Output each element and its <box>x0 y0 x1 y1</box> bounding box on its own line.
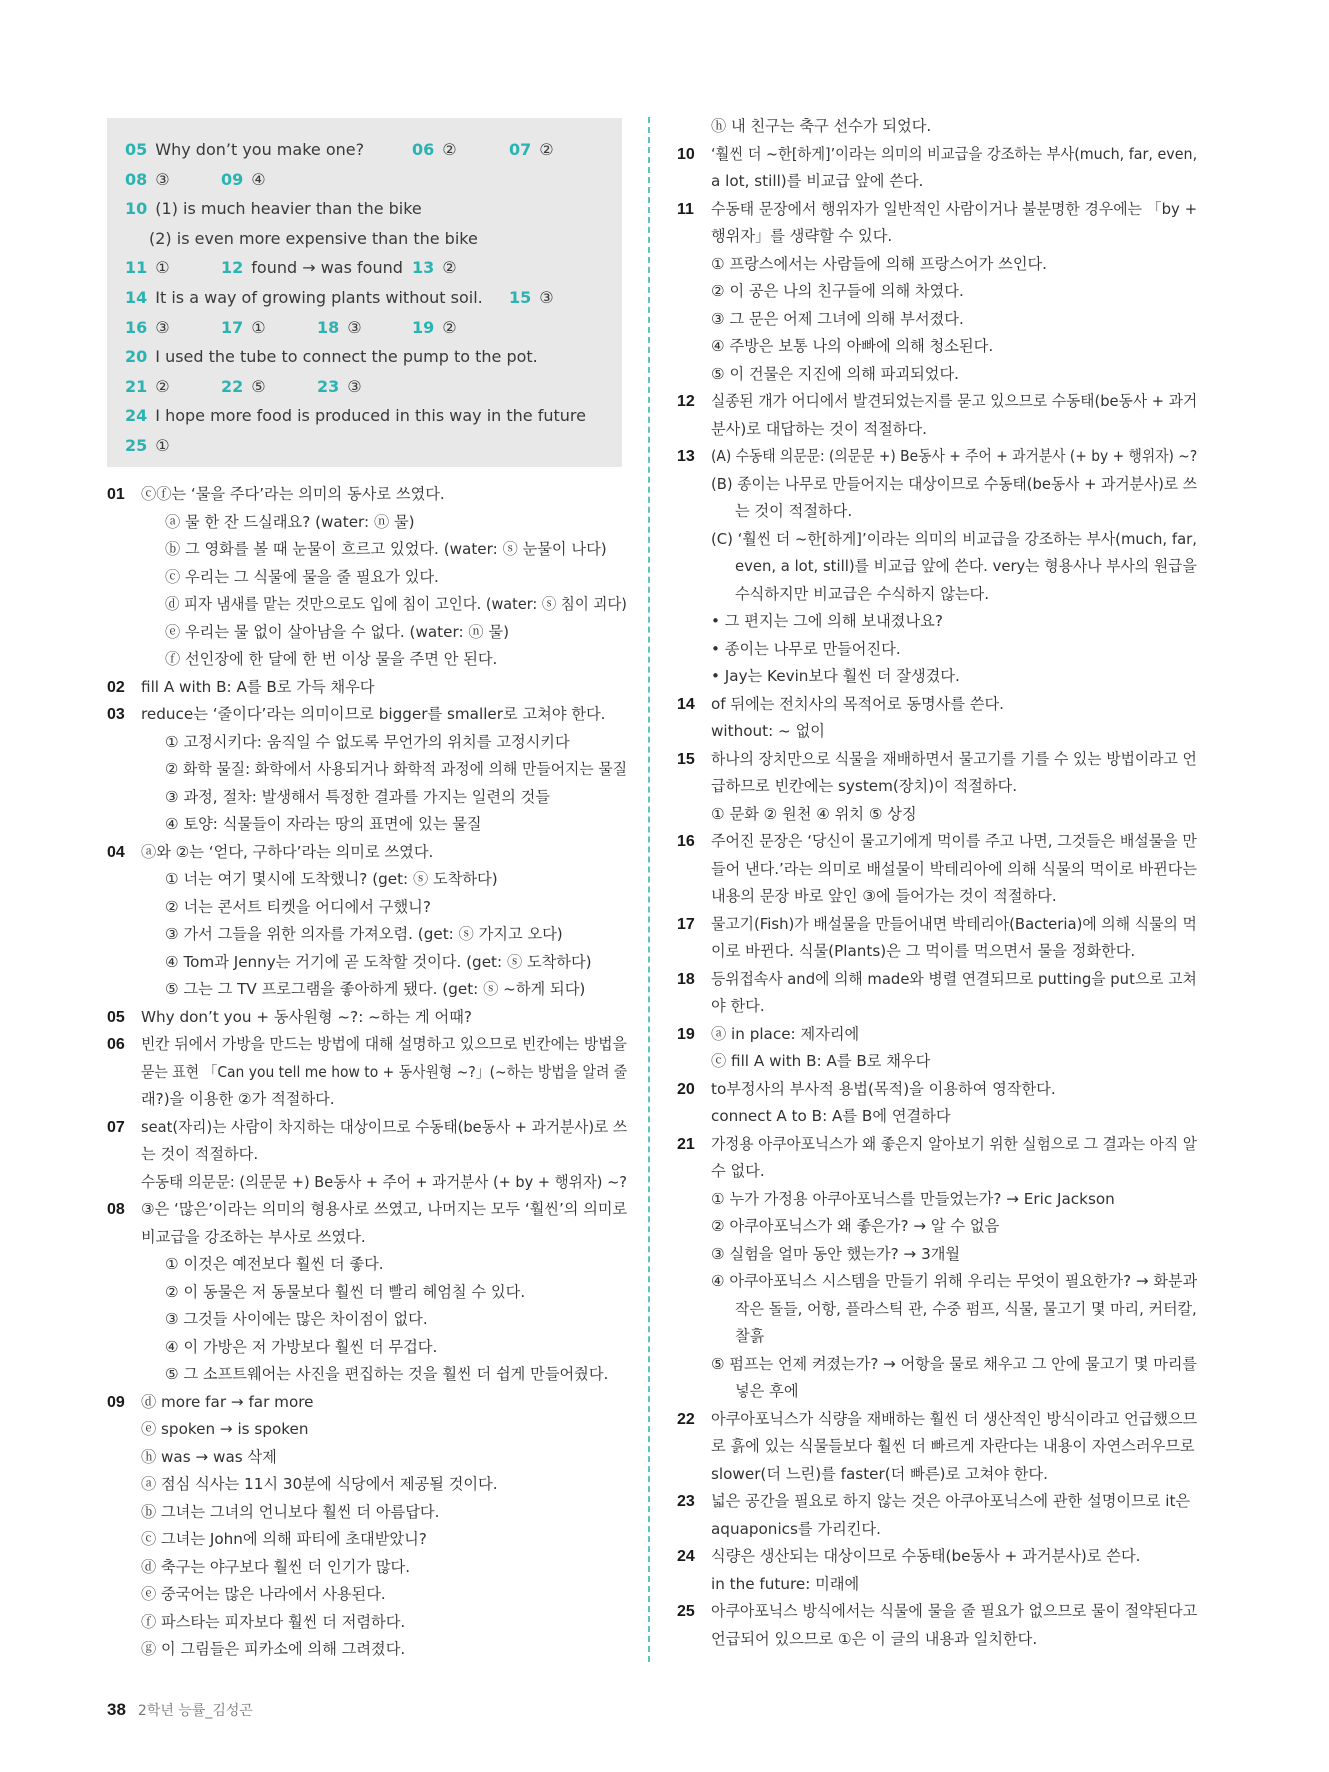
answer-row <box>125 283 622 313</box>
explanation-line: • Jay는 Kevin보다 훨씬 더 잘생겼다. <box>711 667 960 685</box>
explanation-line: ④ 아쿠아포닉스 시스템을 만들기 위해 우리는 무엇이 필요한가? → 화분과 <box>711 1272 1197 1290</box>
explanation-line: in the future: 미래에 <box>711 1574 860 1593</box>
explanation-line: ‘훨씬 더 ~한[하게]’이라는 의미의 비교급을 강조하는 부사(much, far, even, <box>711 144 1197 163</box>
explanation-line: ⓕ 파스타는 피자보다 훨씬 더 저렴하다. <box>141 1612 406 1631</box>
explanation-line: ⓐ 점심 식사는 11시 30분에 식당에서 제공될 것이다. <box>141 1475 498 1493</box>
answer-text: ③ <box>539 287 554 307</box>
answer-text: ③ <box>347 376 362 396</box>
explanation-line: 언급되어 있으므로 ①은 이 글의 내용과 일치한다. <box>711 1629 1038 1648</box>
explanation-line: ⓗ 내 친구는 축구 선수가 되었다. <box>711 117 932 135</box>
explanation-item <box>677 691 1197 746</box>
explanation-line: 로 흙에 있는 식물들보다 훨씬 더 빠르게 자란다는 내용이 자연스러우므로 <box>711 1437 1195 1455</box>
answer-text: Why don’t you make one? <box>155 140 365 159</box>
column-divider <box>648 117 650 1662</box>
answer-row <box>125 313 622 343</box>
explanation-line: 빈칸 뒤에서 가방을 만드는 방법에 대해 설명하고 있으므로 빈칸에는 방법을 <box>141 1035 627 1053</box>
explanation-item <box>677 828 1197 911</box>
explanation-line: 넣은 후에 <box>735 1382 799 1400</box>
explanation-item <box>107 1031 627 1114</box>
explanation-line: 수동태 의문문: (의문문 +) Be동사 + 주어 + 과거분사 (+ by + 행위자) ~? <box>141 1172 627 1191</box>
explanation-line: ③ 그 문은 어제 그녀에 의해 부서졌다. <box>711 309 964 328</box>
explanation-line: ⑤ 이 건물은 지진에 의해 파괴되었다. <box>711 364 959 383</box>
explanation-line: to부정사의 부사적 용법(목적)을 이용하여 영작한다. <box>711 1079 1056 1098</box>
explanation-item <box>107 1196 627 1389</box>
explanation-line: ④ 주방은 보통 나의 아빠에 의해 청소된다. <box>711 337 994 355</box>
explanation-line: seat(자리)는 사람이 차지하는 대상이므로 수동태(be동사 + 과거분사)로 쓰 <box>141 1117 627 1136</box>
explanation-number: 21 <box>677 1135 695 1153</box>
answer-number: 16 <box>125 317 148 337</box>
explanation-line: 급하므로 빈칸에는 system(장치)이 적절하다. <box>711 777 1018 795</box>
answer-text: ③ <box>155 169 170 189</box>
explanation-line: 주어진 문장은 ‘당신이 물고기에게 먹이를 주고 나면, 그것들은 배설물을 만 <box>711 832 1197 850</box>
explanation-item <box>677 1131 1197 1406</box>
explanation-line: ② 이 동물은 저 동물보다 훨씬 더 빨리 헤엄칠 수 있다. <box>165 1282 526 1301</box>
answer-number: 09 <box>221 169 244 189</box>
answer-text: ② <box>442 140 457 159</box>
answer-row <box>125 342 622 372</box>
explanation-line: 작은 돌들, 어항, 플라스틱 관, 수중 펌프, 식물, 물고기 몇 마리, 커터칼, <box>735 1299 1197 1318</box>
explanation-line: 야 한다. <box>711 997 765 1015</box>
explanation-line: (B) 종이는 나무로 만들어지는 대상이므로 수동태(be동사 + 과거분사)로 쓰 <box>711 474 1197 493</box>
explanation-line: 비교급을 강조하는 부사로 쓰였다. <box>141 1227 366 1246</box>
explanation-item <box>677 911 1197 966</box>
answer-number: 21 <box>125 376 148 396</box>
explanation-line: ⑤ 그 소프트웨어는 사진을 편집하는 것을 훨씬 더 쉽게 만들어줬다. <box>165 1365 609 1383</box>
answer-number: 23 <box>317 376 340 396</box>
explanation-item <box>677 141 1197 196</box>
explanation-line: 내용의 문장 바로 앞인 ③에 들어가는 것이 적절하다. <box>711 887 1057 905</box>
answer-text: It is a way of growing plants without soil. <box>155 287 483 307</box>
answer-text: ② <box>155 376 170 396</box>
explanation-line: 넓은 공간을 필요로 하지 않는 것은 아쿠아포닉스에 관한 설명이므로 it은 <box>711 1492 1191 1510</box>
explanation-number: 02 <box>107 678 125 696</box>
explanation-line: ④ 이 가방은 저 가방보다 훨씬 더 무겁다. <box>165 1337 438 1356</box>
explanation-line: ⓓ more far → far more <box>141 1392 314 1411</box>
explanation-line: ③은 ‘많은’이라는 의미의 형용사로 쓰였고, 나머지는 모두 ‘훨씬’의 의미로 <box>141 1200 627 1218</box>
explanation-line: ⓔ 우리는 물 없이 살아남을 수 없다. (water: ⓝ 물) <box>165 622 510 641</box>
answer-text: ② <box>539 140 554 159</box>
explanation-line: ③ 실험을 얼마 동안 했는가? → 3개월 <box>711 1244 961 1263</box>
explanation-number: 06 <box>107 1036 125 1053</box>
explanation-line: ⓔ spoken → is spoken <box>141 1420 309 1438</box>
explanation-item <box>677 1076 1197 1131</box>
answer-number: 12 <box>221 258 244 278</box>
explanation-number: 18 <box>677 970 695 988</box>
explanation-line: reduce는 ‘줄이다’라는 의미이므로 bigger를 smaller로 고쳐야 한다. <box>141 705 606 723</box>
explanation-item <box>107 481 627 674</box>
explanation-line: 수 없다. <box>711 1162 765 1180</box>
page-number: 38 <box>107 1700 126 1719</box>
explanation-item <box>677 1543 1197 1598</box>
explanation-line: 래?)을 이용한 ②가 적절하다. <box>141 1090 335 1108</box>
explanation-line: fill A with B: A를 B로 가득 채우다 <box>141 677 375 696</box>
answer-row <box>125 135 622 165</box>
explanation-line: ④ Tom과 Jenny는 거기에 곧 도착할 것이다. (get: ⓢ 도착하다) <box>165 952 592 971</box>
answer-number: 06 <box>412 140 435 159</box>
explanation-line: ⓓ 축구는 야구보다 훨씬 더 인기가 많다. <box>141 1557 411 1576</box>
explanation-line: 수식하지만 비교급은 수식하지 않는다. <box>735 584 990 603</box>
explanation-line: ① 이것은 예전보다 훨씬 더 좋다. <box>165 1255 384 1273</box>
answer-text: ② <box>442 317 457 337</box>
explanation-number: 08 <box>107 1201 125 1218</box>
answer-key-box <box>107 118 622 467</box>
answer-number: 11 <box>125 258 148 278</box>
explanation-line: ⓑ 그녀는 그녀의 언니보다 훨씬 더 아름답다. <box>141 1502 440 1521</box>
explanation-line: ③ 가서 그들을 위한 의자를 가져오렴. (get: ⓢ 가지고 오다) <box>165 925 563 943</box>
answer-number: 20 <box>125 347 148 367</box>
answer-number: 10 <box>125 199 148 219</box>
explanation-item <box>107 1114 627 1197</box>
explanation-line: ⓐ 물 한 잔 드실래요? (water: ⓝ 물) <box>165 512 415 531</box>
explanation-number: 25 <box>677 1603 695 1620</box>
explanation-number: 15 <box>677 750 695 768</box>
answer-row <box>125 401 622 431</box>
explanation-number: 17 <box>677 915 695 933</box>
answer-number: 22 <box>221 376 244 396</box>
answer-text: (1) is much heavier than the bike <box>155 199 422 219</box>
explanation-line: ⓒⓕ는 ‘물을 주다’라는 의미의 동사로 쓰였다. <box>141 485 445 503</box>
explanation-line: ① 고정시키다: 움직일 수 없도록 무언가의 위치를 고정시키다 <box>165 732 570 751</box>
explanation-item <box>677 746 1197 829</box>
explanation-number: 03 <box>107 706 125 723</box>
explanation-line: ② 너는 콘서트 티켓을 어디에서 구했니? <box>165 897 431 916</box>
explanation-number: 04 <box>107 843 125 861</box>
answer-text: ② <box>442 258 457 278</box>
explanation-line: ⓐ in place: 제자리에 <box>711 1024 860 1043</box>
explanation-line: connect A to B: A를 B에 연결하다 <box>711 1107 951 1125</box>
explanation-item <box>677 966 1197 1021</box>
explanation-line: ② 이 공은 나의 친구들에 의해 차였다. <box>711 282 964 300</box>
explanation-item <box>677 1021 1197 1076</box>
explanation-line: ⓗ was → was 삭제 <box>141 1447 277 1466</box>
answer-row <box>125 372 622 402</box>
answer-text: ③ <box>155 317 170 337</box>
explanation-line: • 종이는 나무로 만들어진다. <box>711 639 901 658</box>
answer-number: 18 <box>317 317 340 337</box>
explanation-line: ⓒ 그녀는 John에 의해 파티에 초대받았니? <box>141 1530 427 1548</box>
explanation-line: 행위자」를 생략할 수 있다. <box>711 227 893 245</box>
explanation-line: ⓔ 중국어는 많은 나라에서 사용된다. <box>141 1585 386 1603</box>
answer-number: 19 <box>412 317 435 337</box>
page-footer <box>107 1700 253 1720</box>
explanation-line: 묻는 표현 「Can you tell me how to + 동사원형 ~?」(~하는 방법을 알려 줄 <box>141 1062 627 1081</box>
explanation-line: • 그 편지는 그에 의해 보내졌나요? <box>711 612 943 630</box>
explanation-item <box>107 701 627 839</box>
explanation-item <box>107 674 627 702</box>
answer-number: 25 <box>125 435 148 455</box>
explanation-line: 등위접속사 and에 의해 made와 병렬 연결되므로 putting을 put으로 고쳐 <box>711 969 1197 988</box>
explanation-line: 가정용 아쿠아포닉스가 왜 좋은지 알아보기 위한 실험으로 그 결과는 아직 알 <box>711 1134 1197 1153</box>
explanation-number: 10 <box>677 145 695 163</box>
answer-number: 08 <box>125 169 148 189</box>
explanation-number: 11 <box>677 200 694 218</box>
explanation-line: 는 것이 적절하다. <box>735 502 853 520</box>
answer-number: 14 <box>125 287 148 307</box>
explanation-line: 실종된 개가 어디에서 발견되었는지를 묻고 있으므로 수동태(be동사 + 과거 <box>711 392 1197 410</box>
answer-text: ④ <box>251 169 266 189</box>
explanation-number: 07 <box>107 1118 125 1136</box>
explanation-line: ③ 과정, 절차: 발생해서 특정한 결과를 가지는 일련의 것들 <box>165 787 550 806</box>
explanation-line: (C) ‘훨씬 더 ~한[하게]’이라는 의미의 비교급을 강조하는 부사(much, far, <box>711 529 1197 548</box>
explanation-number: 01 <box>107 486 125 503</box>
answer-text: ① <box>155 435 170 455</box>
answer-number: 05 <box>125 140 148 159</box>
answer-text: ① <box>155 258 170 278</box>
explanation-item <box>677 1488 1197 1543</box>
answer-text: (2) is even more expensive than the bike <box>149 228 478 248</box>
answer-row <box>125 194 622 224</box>
explanation-line: ⑤ 펌프는 언제 켜졌는가? → 어항을 물로 채우고 그 안에 물고기 몇 마리를 <box>711 1354 1197 1373</box>
answer-text: found → was found <box>251 258 403 278</box>
explanation-line: 들어 낸다.’라는 의미로 배설물이 박테리아에 의해 식물의 먹이로 바뀐다는 <box>711 859 1197 878</box>
explanation-number: 14 <box>677 695 695 713</box>
explanation-number: 22 <box>677 1410 695 1428</box>
explanation-line: 수동태 문장에서 행위자가 일반적인 사람이거나 불분명한 경우에는 「by + <box>711 199 1197 218</box>
explanation-line: 아쿠아포닉스가 식량을 재배하는 훨씬 더 생산적인 방식이라고 언급했으므 <box>711 1409 1197 1428</box>
answer-number: 24 <box>125 406 148 426</box>
answer-row <box>125 253 622 283</box>
explanation-item <box>677 388 1197 443</box>
answer-text: ③ <box>347 317 362 337</box>
answer-row <box>125 224 622 254</box>
explanation-line: ⓒ fill A with B: A를 B로 채우다 <box>711 1052 931 1070</box>
explanation-line: (A) 수동태 의문문: (의문문 +) Be동사 + 주어 + 과거분사 (+ by + 행위자) ~? <box>711 447 1197 465</box>
explanation-item <box>677 113 1197 141</box>
explanation-line: a lot, still)를 비교급 앞에 쓴다. <box>711 172 924 190</box>
explanation-number: 19 <box>677 1025 695 1043</box>
explanation-line: ② 아쿠아포닉스가 왜 좋은가? → 알 수 없음 <box>711 1217 1000 1235</box>
explanation-line: ① 프랑스에서는 사람들에 의해 프랑스어가 쓰인다. <box>711 254 1048 273</box>
answer-text: I used the tube to connect the pump to the pot. <box>155 347 538 367</box>
explanation-line: ④ 토양: 식물들이 자라는 땅의 표면에 있는 물질 <box>165 815 482 833</box>
explanation-item <box>677 196 1197 389</box>
explanation-number: 09 <box>107 1393 125 1411</box>
answer-text: ① <box>251 317 266 337</box>
explanation-number: 20 <box>677 1080 695 1098</box>
explanation-line: 분사)로 대답하는 것이 적절하다. <box>711 419 927 438</box>
explanation-item <box>107 1004 627 1032</box>
explanation-line: ③ 그것들 사이에는 많은 차이점이 없다. <box>165 1310 428 1328</box>
explanation-line: slower(더 느린)를 faster(더 빠른)로 고쳐야 한다. <box>711 1464 1048 1483</box>
answer-row <box>125 431 622 461</box>
explanation-line: 물고기(Fish)가 배설물을 만들어내면 박테리아(Bacteria)에 의해 식물의 먹 <box>711 914 1197 933</box>
explanation-line: ① 너는 여기 몇시에 도착했니? (get: ⓢ 도착하다) <box>165 870 498 888</box>
explanation-line: ① 문화 ② 원천 ④ 위치 ⑤ 상징 <box>711 804 917 823</box>
explanation-item <box>677 1598 1197 1653</box>
explanation-item <box>677 1406 1197 1489</box>
explanation-number: 12 <box>677 393 695 410</box>
explanation-line: even, a lot, still)를 비교급 앞에 쓴다. very는 형용사나 부사의 원급을 <box>735 557 1197 575</box>
explanation-line: 식량은 생산되는 대상이므로 수동태(be동사 + 과거분사)로 쓴다. <box>711 1547 1141 1565</box>
answer-row <box>125 165 622 195</box>
explanations-right-column <box>677 113 1197 1653</box>
explanation-line: 이로 바뀐다. 식물(Plants)은 그 먹이를 먹으면서 물을 정화한다. <box>711 942 1136 960</box>
explanation-line: ⓐ와 ②는 ‘얻다, 구하다’라는 의미로 쓰였다. <box>141 842 434 861</box>
explanation-line: aquaponics를 가리킨다. <box>711 1519 881 1538</box>
explanation-line: ⓕ 선인장에 한 달에 한 번 이상 물을 주면 안 된다. <box>165 650 498 668</box>
explanation-number: 05 <box>107 1008 125 1026</box>
explanation-line: ② 화학 물질: 화학에서 사용되거나 화학적 과정에 의해 만들어지는 물질 <box>165 760 628 778</box>
explanation-line: 찰흙 <box>735 1327 765 1345</box>
answer-number: 17 <box>221 317 244 337</box>
explanation-line: 하나의 장치만으로 식물을 재배하면서 물고기를 기를 수 있는 방법이라고 언 <box>711 749 1197 768</box>
explanation-item <box>107 839 627 1004</box>
answer-number: 15 <box>509 287 532 307</box>
explanation-number: 23 <box>677 1493 695 1510</box>
explanation-line: ⓑ 그 영화를 볼 때 눈물이 흐르고 있었다. (water: ⓢ 눈물이 나다) <box>165 540 607 558</box>
explanation-line: without: ~ 없이 <box>711 722 825 740</box>
explanation-line: 는 것이 적절하다. <box>141 1145 259 1163</box>
explanation-item <box>107 1389 627 1664</box>
explanation-line: ⑤ 그는 그 TV 프로그램을 좋아하게 됐다. (get: ⓢ ~하게 되다) <box>165 980 586 998</box>
answer-number: 07 <box>509 140 532 159</box>
explanation-line: ⓒ 우리는 그 식물에 물을 줄 필요가 있다. <box>165 567 439 586</box>
explanation-line: of 뒤에는 전치사의 목적어로 동명사를 쓴다. <box>711 694 1005 713</box>
explanation-number: 13 <box>677 448 695 465</box>
explanation-line: ① 누가 가정용 아쿠아포닉스를 만들었는가? → Eric Jackson <box>711 1189 1115 1208</box>
explanation-number: 24 <box>677 1548 695 1565</box>
answer-number: 13 <box>412 258 435 278</box>
explanation-line: ⓖ 이 그림들은 피카소에 의해 그려졌다. <box>141 1640 406 1658</box>
explanations-left-column <box>107 481 627 1664</box>
answer-text: I hope more food is produced in this way in the future <box>155 406 586 426</box>
explanation-line: 아쿠아포닉스 방식에서는 식물에 물을 줄 필요가 없으므로 물이 절약된다고 <box>711 1602 1197 1620</box>
explanation-line: ⓓ 피자 냄새를 맡는 것만으로도 입에 침이 고인다. (water: ⓢ 침이 괴다) <box>165 595 627 613</box>
explanation-number: 16 <box>677 833 695 850</box>
footer-label: 2학년 능률_김성곤 <box>137 1703 253 1719</box>
answer-text: ⑤ <box>251 376 266 396</box>
explanation-line: Why don’t you + 동사원형 ~?: ~하는 게 어때? <box>141 1007 472 1026</box>
explanation-item <box>677 443 1197 691</box>
